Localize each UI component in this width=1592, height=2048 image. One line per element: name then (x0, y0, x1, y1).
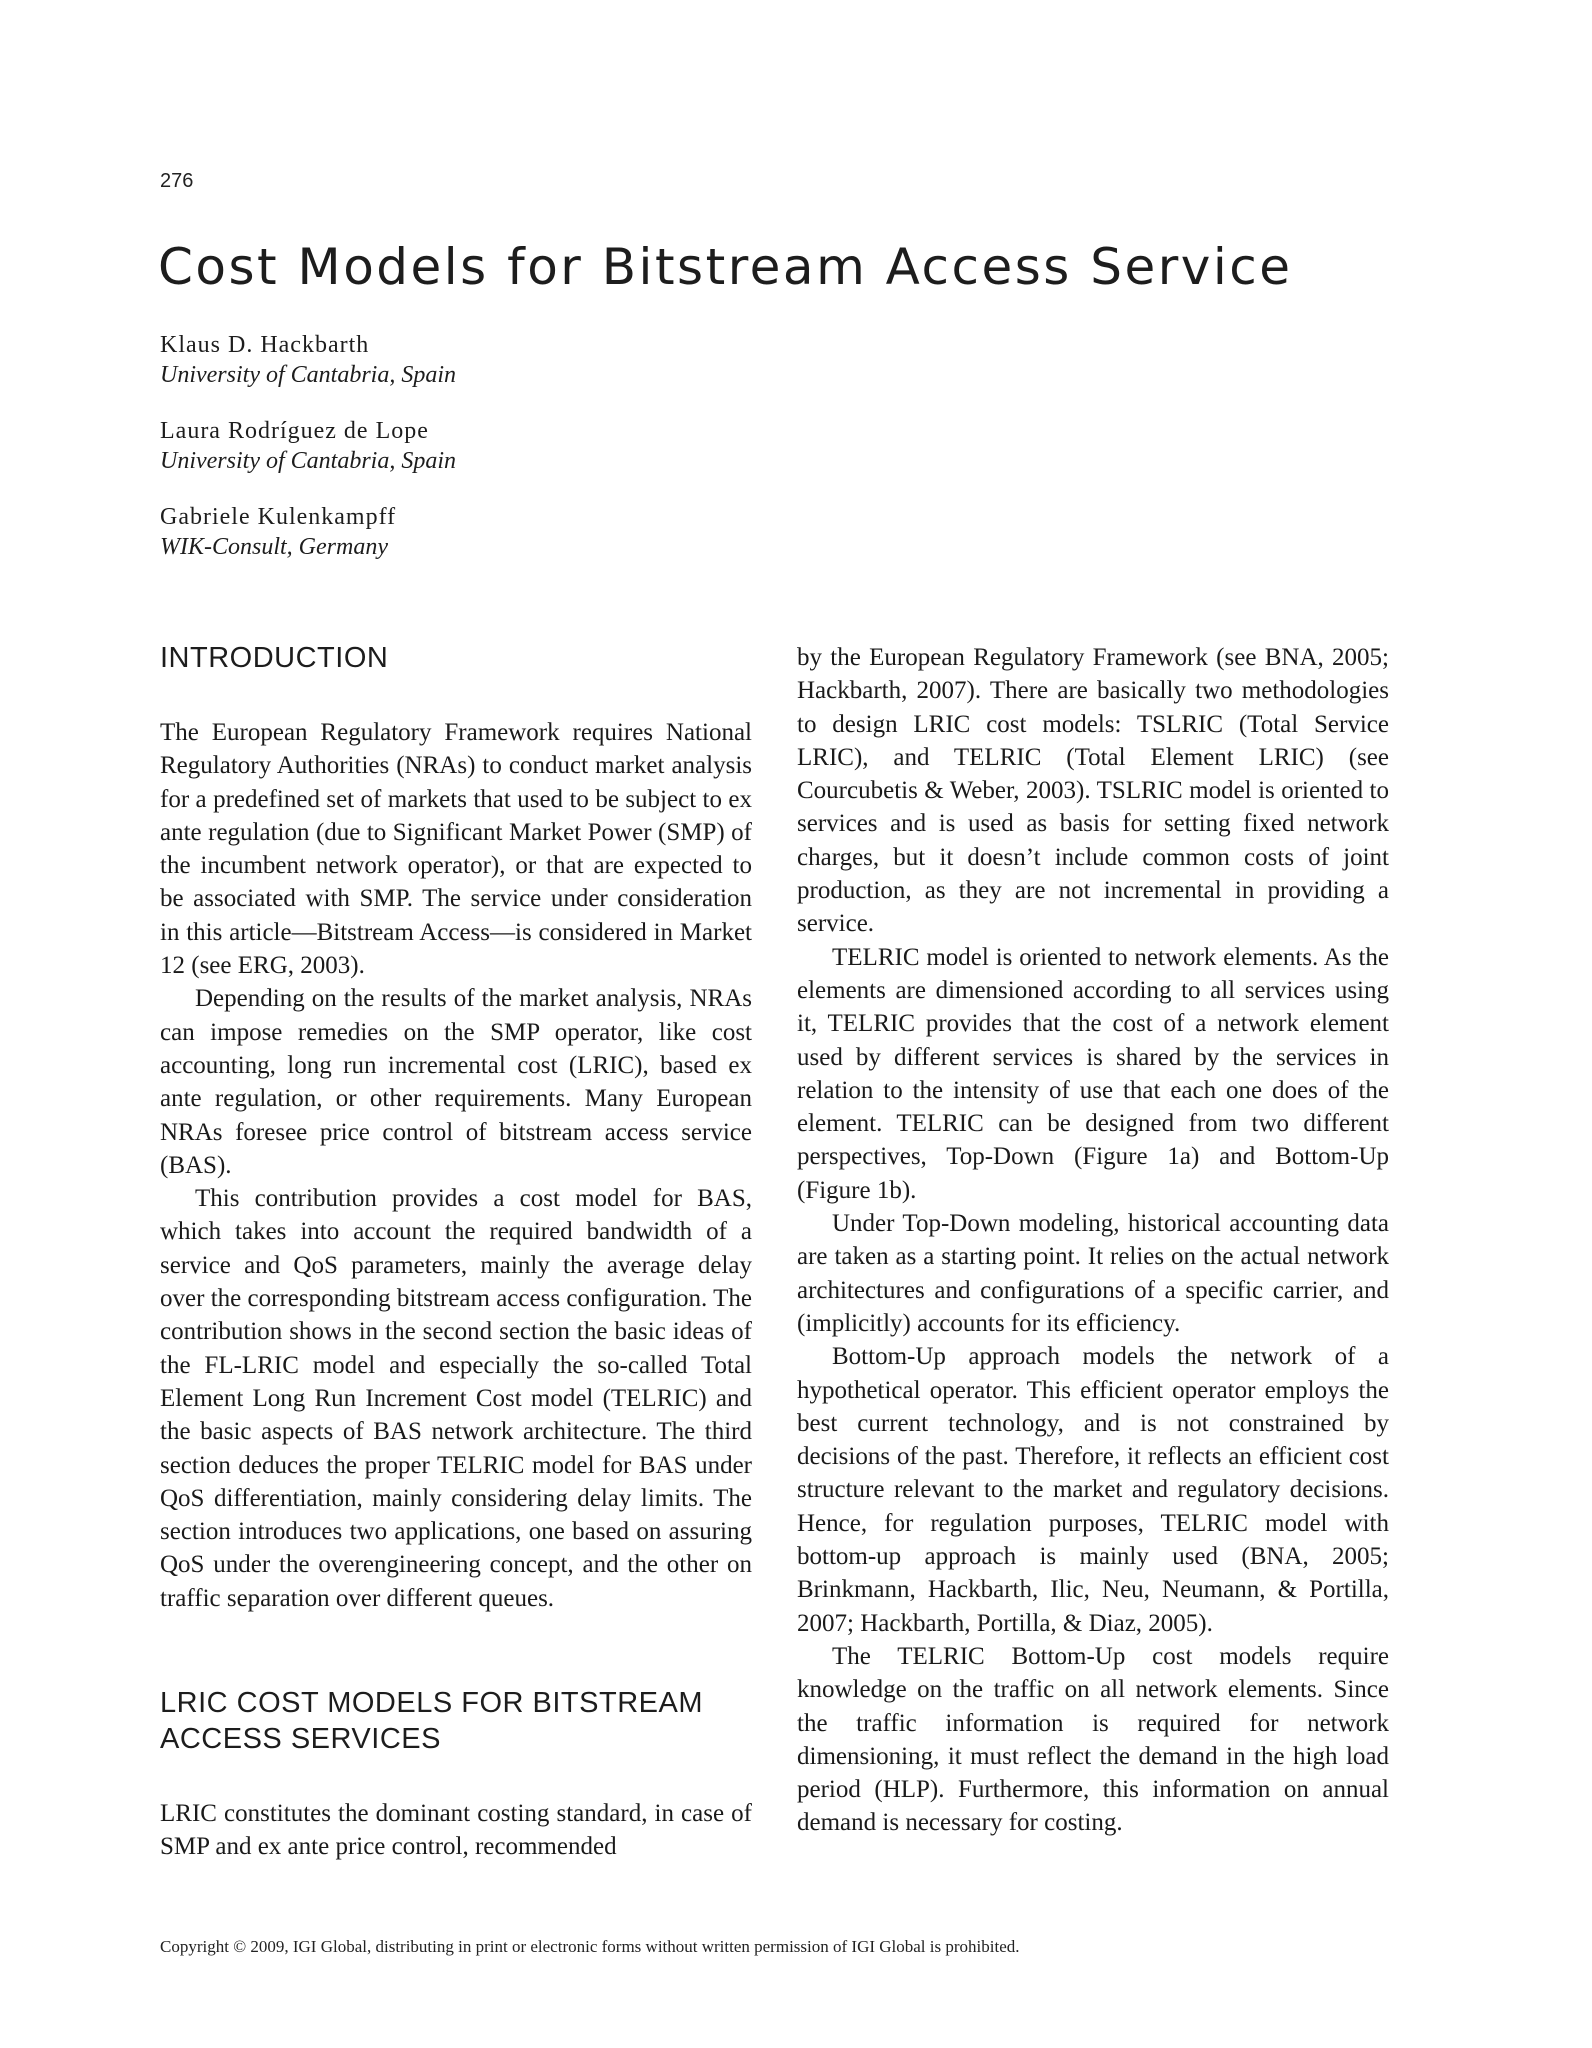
author-affiliation: University of Cantabria, Spain (160, 448, 456, 474)
copyright-notice: Copyright © 2009, IGI Global, distributing in print or electronic forms without written permission of IGI Global is prohibited. (160, 1937, 1020, 1956)
page-number: 276 (160, 170, 194, 192)
author-block (160, 416, 456, 476)
heading-line: ACCESS SERVICES (160, 1723, 441, 1756)
article-title: Cost Models for Bitstream Access Service (158, 238, 1293, 296)
paragraph: This contribution provides a cost model for BAS, which takes into account the required bandwidth of a service and QoS parameters, mainly the average delay over the corresponding bitstream access configuration. The contribution shows in the second section the basic ideas of the FL-LRIC model and especially the so-called Total Element Long Run Increment Cost model (TELRIC) and the basic aspects of BAS network architecture. The third section deduces the proper TELRIC model for BAS under QoS differentiation, mainly considering delay limits. The section introduces two applications, one based on assuring QoS under the overengineering concept, and the other on traffic separation over different queues. (160, 1185, 752, 1612)
paragraph: Bottom-Up approach models the network of a hypothetical operator. This efficient operator employs the best current technology, and is not constrained by decisions of the past. Therefore, it reflects an efficient cost structure relevant to the market and regulatory decisions. Hence, for regulation purposes, TELRIC model with bottom-up approach is mainly used (BNA, 2005; Brinkmann, Hackbarth, Ilic, Neu, Neumann, & Portilla, 2007; Hackbarth, Portilla, & Diaz, 2005). (797, 1343, 1389, 1637)
author-block (160, 502, 456, 562)
paragraph: TELRIC model is oriented to network elements. As the elements are dimensioned according to all services using it, TELRIC provides that the cost of a network element used by different services is shared by the services in relation to the intensity of use that each one does of the element. TELRIC can be designed from two different perspectives, Top-Down (Figure 1a) and Bottom-Up (Figure 1b). (797, 943, 1389, 1204)
author-name: Laura Rodríguez de Lope (160, 418, 429, 444)
paragraph: LRIC constitutes the dominant costing standard, in case of SMP and ex ante price control, recommended (160, 1800, 752, 1861)
paragraph: The TELRIC Bottom-Up cost models require knowledge on the traffic on all network elements. Since the traffic information is required for network dimensioning, it must reflect the demand in the high load period (HLP). Furthermore, this information on annual demand is necessary for costing. (797, 1642, 1389, 1837)
section-heading-lric (160, 1685, 752, 1757)
paragraph: The European Regulatory Framework requires National Regulatory Authorities (NRAs) to conduct market analysis for a predefined set of markets that used to be subject to ex ante regulation (due to Significant Market Power (SMP) of the incumbent network operator), or that are expected to be associated with SMP. The service under consideration in this article—Bitstream Access—is considered in Market 12 (see ERG, 2003). (160, 719, 752, 980)
section-heading-introduction: INTRODUCTION (160, 642, 389, 674)
paragraph: Depending on the results of the market analysis, NRAs can impose remedies on the SMP operator, like cost accounting, long run incremental cost (LRIC), based ex ante regulation, or other requirements. Many European NRAs foresee price control of bitstream access service (BAS). (160, 985, 752, 1179)
author-affiliation: University of Cantabria, Spain (160, 362, 456, 388)
heading-line: LRIC COST MODELS FOR BITSTREAM (160, 1687, 703, 1720)
author-list (160, 330, 456, 588)
author-name: Klaus D. Hackbarth (160, 332, 370, 358)
right-column (797, 641, 1389, 1840)
left-column (160, 640, 752, 1864)
author-name: Gabriele Kulenkampff (160, 504, 397, 530)
paragraph: Under Top-Down modeling, historical accounting data are taken as a starting point. It relies on the actual network architectures and configurations of a specific carrier, and (implicitly) accounts for its efficiency. (797, 1210, 1389, 1337)
author-affiliation: WIK-Consult, Germany (160, 534, 388, 560)
author-block (160, 330, 456, 390)
paragraph: by the European Regulatory Framework (see BNA, 2005; Hackbarth, 2007). There are basically two methodologies to design LRIC cost models: TSLRIC (Total Service LRIC), and TELRIC (Total Element LRIC) (see Courcubetis & Weber, 2003). TSLRIC model is oriented to services and is used as basis for setting fixed network charges, but it doesn’t include common costs of joint production, as they are not incremental in providing a service. (797, 644, 1389, 938)
